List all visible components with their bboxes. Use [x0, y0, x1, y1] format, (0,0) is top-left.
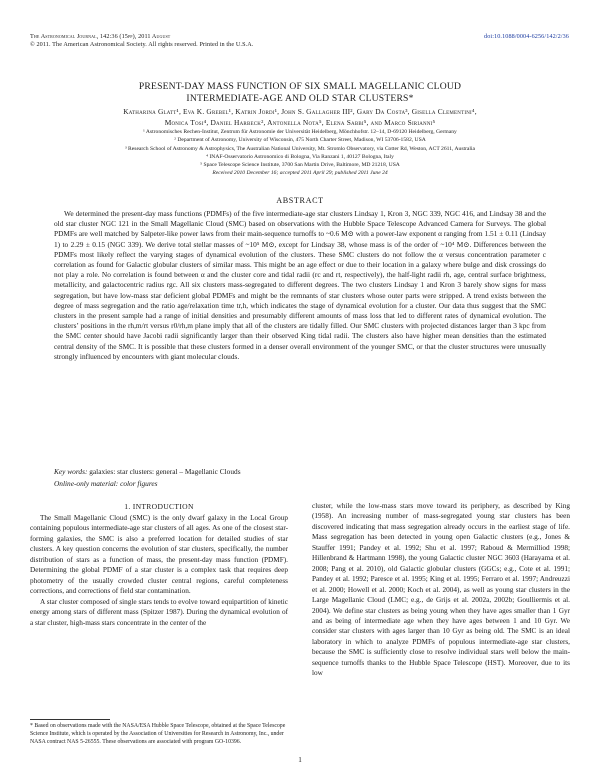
footnote-divider [30, 719, 110, 720]
keywords-text: galaxies: star clusters: general – Magellanic Clouds [89, 467, 241, 476]
intro-paragraph-continued: cluster, while the low-mass stars move toward its periphery, as described by King (1958). An increasing number of mass-segregated young star clusters has been discovered indicating that mass segregation already occurs in the earliest stage of life. Mass segregation has been detected in young open Galactic clusters (e.g., Jones & Stauffer 1991; Pandey et al. 1992; Shu et al. 1997; Raboud & Mermilliod 1998; Hillenbrand & Hartmann 1998), the young Galactic cluster NGC 3603 (Harayama et al. 2008; Pang et al. 2010), old Galactic globular clusters (GGCs; e.g., Cote et al. 1991; Pandey et al. 1992; Paresce et al. 1995; King et al. 1995; Ferraro et al. 1997; Andreuzzi et al. 2000; Howell et al. 2000; Koch et al. 2004), as well as young star clusters in the Large Magellanic Cloud (LMC; e.g., de Grijs et al. 2002a, 2002b; Goulliermis et al. 2004). We define star clusters as being young when they have ages smaller than 1 Gyr and as being of intermediate age when they have ages between 1 and 10 Gyr. We consider star clusters with ages larger than 10 Gyr as being old. The SMC is an ideal laboratory in which to analyze PDMFs of populous intermediate-age star clusters, because the SMC is sufficiently close to resolve individual stars well below the main-sequence turnoffs thanks to the Hubble Space Telescope (HST). Moreover, due to its low [312, 502, 570, 678]
affiliations [30, 128, 570, 178]
column-left [30, 513, 288, 628]
journal-header [30, 33, 253, 48]
abstract-heading: ABSTRACT [276, 196, 324, 205]
keywords-label: Key words: [54, 467, 88, 476]
journal-citation: The Astronomical Journal, 142:36 (15pp), 2011 August [30, 33, 171, 40]
title-footnote: * Based on observations made with the NASA/ESA Hubble Space Telescope, obtained at the Space Telescope Science Institute, which is operated by the Association of Universities for Research in Astronomy, Inc., under NASA contract NAS 5-26555. These observations are associated with program GO-10396. [30, 723, 286, 745]
doi-link[interactable]: doi:10.1088/0004-6256/142/2/36 [484, 33, 569, 40]
column-right [312, 501, 570, 679]
section-heading-introduction: 1. INTRODUCTION [124, 502, 194, 511]
affiliation-3: ³ Research School of Astronomy & Astrophysics, The Australian National University, Mt. Stromlo Observatory, via Cotter Rd, Weston, ACT 2611, Australia [124, 145, 476, 152]
online-material-note: Online-only material: color figures [54, 479, 158, 488]
affiliation-1: ¹ Astronomisches Rechen-Institut, Zentrum für Astronomie der Universität Heidelberg, Mönchhofstr. 12–14, D-69120 Heidelberg, Germany [143, 129, 457, 135]
keywords [54, 467, 546, 476]
received-dates: Received 2010 December 16; accepted 2011 April 29; published 2011 June 24 [212, 170, 388, 177]
abstract-text: We determined the present-day mass functions (PDMFs) of the five intermediate-age star clusters Lindsay 1, Kron 3, NGC 339, NGC 416, and Lindsay 38 and the old star cluster NGC 121 in the Small Magellanic Cloud (SMC) based on observations with the Hubble Space Telescope Advanced Camera for Surveys. The global PDMFs are well matched by Salpeter-like power laws from their main-sequence turnoffs to ~0.6 M⊙ with a power-law exponent α ranging from 1.51 ± 0.11 (Lindsay 1) to 2.29 ± 0.15 (NGC 339). We derive total stellar masses of ~10⁵ M⊙, except for Lindsay 38, whose mass is of the order of ~10⁴ M⊙. Differences between the PDMFs most likely reflect the varying stages of dynamical evolution of the clusters. These SMC clusters do not follow the α versus concentration parameter c correlation as found for Galactic globular clusters of similar mass. This might be an age effect or due to their location in a galaxy where bulge and disk crossings do not play a role. No correlation is found between α and the cluster core and tidal radii (rc and rt, respectively), the half-light radii rh, age, central surface brightness, metallicity, and galactocentric radius rgc. All six clusters mass-segregated to different degrees. The two clusters Lindsay 1 and Kron 3 barely show signs for mass segregation, but have low-mass star deficient global PDMFs and might be the remnants of star clusters whose outer parts were stripped. A trend exists between the degree of mass segregation and the ratio age/relaxation time tr,h, which indicates the stage of dynamical evolution for a cluster. Our data thus suggest that the SMC clusters in the present sample had a range of initial densities and presumably different amounts of mass loss that led to different rates of dynamical evolution. The clusters’ positions in the rh,m/rt versus r0/rh,m plane imply that all of the clusters are tidally filled. Our SMC clusters with projected distances larger than 3 kpc from the SMC center should have Jacobi radii significantly larger than their observed King tidal radii. The clusters also have higher mean densities than the estimated central density of the SMC. It is possible that these clusters formed in a denser overall environment of the younger SMC, or that the cluster structures were unusually strongly influenced by encounters with giant molecular clouds. [54, 209, 546, 361]
copyright-line: © 2011. The American Astronomical Society. All rights reserved. Printed in the U.S.A. [30, 41, 254, 48]
author-list: Katharina Glatt¹, Eva K. Grebel¹, Katrin Jordi¹, John S. Gallagher III², Gary Da Costa³, Gisella Clementini⁴, Monica Tosi⁴, Daniel Harbeck², Antonella Nota⁵, Elena Sabbi⁵, and Marco Sirianni⁵ [123, 107, 477, 127]
intro-paragraph-2: A star cluster composed of single stars tends to evolve toward equipartition of kinetic energy among stars of different mass (Spitzer 1987). During the dynamical evolution of a star cluster, high-mass stars concentrate in the center of the [30, 597, 288, 627]
affiliation-5: ⁵ Space Telescope Science Institute, 3700 San Martin Drive, Baltimore, MD 21218, USA [200, 162, 400, 169]
page-number: 1 [298, 756, 302, 764]
affiliation-4: ⁴ INAF-Osservatorio Astronomico di Bologna, Via Ranzani 1, 40127 Bologna, Italy [206, 153, 394, 160]
intro-paragraph-1: The Small Magellanic Cloud (SMC) is the only dwarf galaxy in the Local Group containing populous intermediate-age star clusters of all ages. As one of the closest star-forming galaxies, the SMC is also a preferred location for detailed studies of star clusters. A key question concerns the evolution of star clusters, specifically, the number distribution of stars as a function of mass, the present-day mass function (PDMF). Determining the global PDMF of a star cluster is a complex task that requires deep photometry of the usually crowded cluster central regions, careful completeness corrections, and corrections of field star contamination. [30, 514, 288, 596]
paper-title: PRESENT-DAY MASS FUNCTION OF SIX SMALL MAGELLANIC CLOUD INTERMEDIATE-AGE AND OLD STAR CLUSTERS* [138, 81, 462, 104]
affiliation-2: ² Department of Astronomy, University of Wisconsin, 475 North Charter Street, Madison, WI 53706-1582, USA [174, 137, 426, 144]
